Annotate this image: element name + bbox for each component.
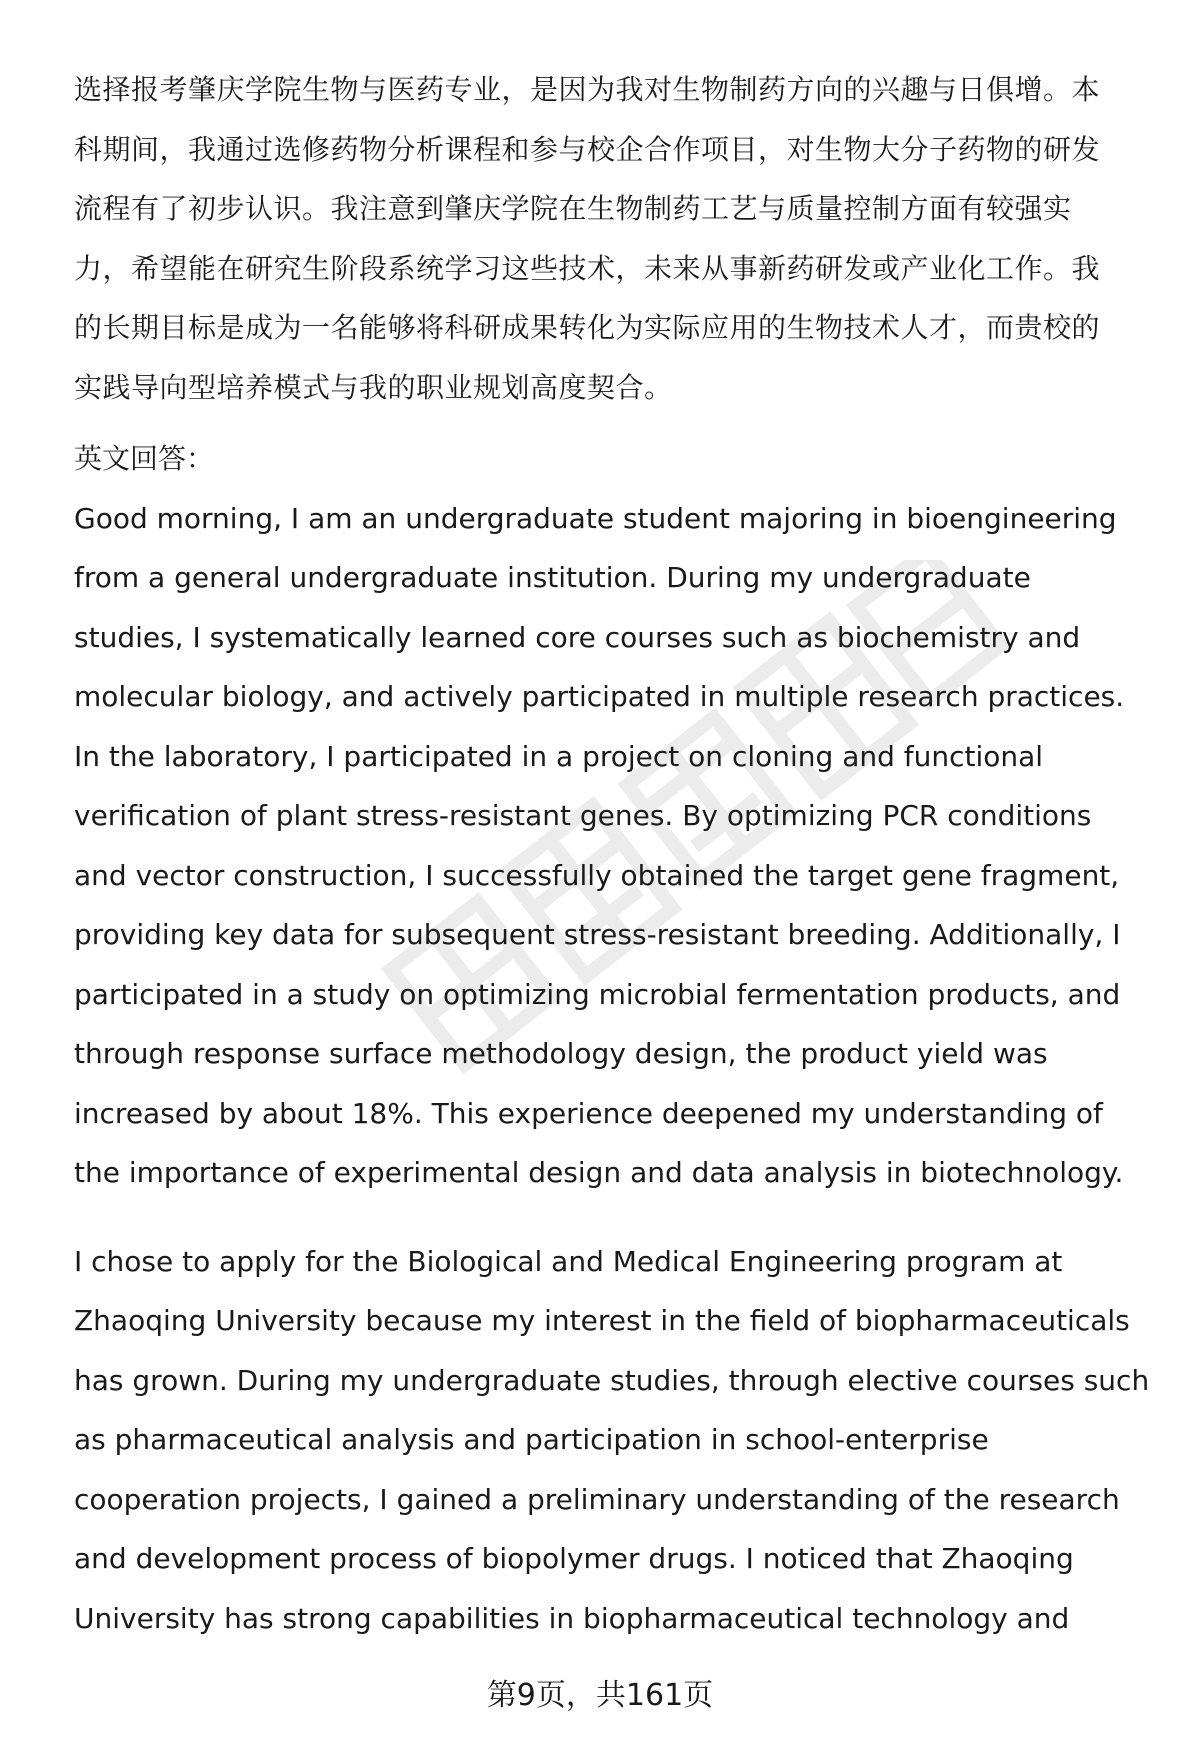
chinese-answer-paragraph: 选择报考肇庆学院生物与医药专业，是因为我对生物制药方向的兴趣与日俱增。本 科期间，我通过选修药物分析课程和参与校企合作项目，对生物大分子药物的研发 流程有了初步认识。我注意到肇庆学院在生物制药工艺与质量控制方面有较强实 力，希望能在研究生阶段系统学习这些技术，未来从事新药研发或产业化工作。我 的长期目标是成为一名能够将科研成果转化为实际应用的生物技术人才，而贵校的 实践导向型培养模式与我的职业规划高度契合。 <box>74 73 1101 404</box>
page-number-footer: 第9页，共161页 <box>486 1678 714 1713</box>
document-body <box>74 60 1164 1648</box>
english-answer-paragraph-1: Good morning, I am an undergraduate student majoring in bioengineering from a general undergraduate institution. During my undergraduate studies, I systematically learned core courses such as biochemistry and molecular biology, and actively participated in multiple research practices. In the laboratory, I participated in a project on cloning and functional verification of plant stress-resistant genes. By optimizing PCR conditions and vector construction, I successfully obtained the target gene fragment, providing key data for subsequent stress-resistant breeding. Additionally, I participated in a study on optimizing microbial fermentation products, and through response surface methodology design, the product yield was increased by about 18%. This experience deepened my understanding of the importance of experimental design and data analysis in biotechnology. <box>74 501 1125 1189</box>
english-answer-paragraph-2: I chose to apply for the Biological and Medical Engineering program at Zhaoqing University because my interest in the field of biopharmaceuticals has grown. During my undergraduate studies, through elective courses such as pharmaceutical analysis and participation in school-enterprise cooperation projects, I gained a preliminary understanding of the research and development process of biopolymer drugs. I noticed that Zhaoqing University has strong capabilities in biopharmaceutical technology and <box>74 1244 1150 1635</box>
english-answer-label: 英文回答： <box>74 442 215 475</box>
